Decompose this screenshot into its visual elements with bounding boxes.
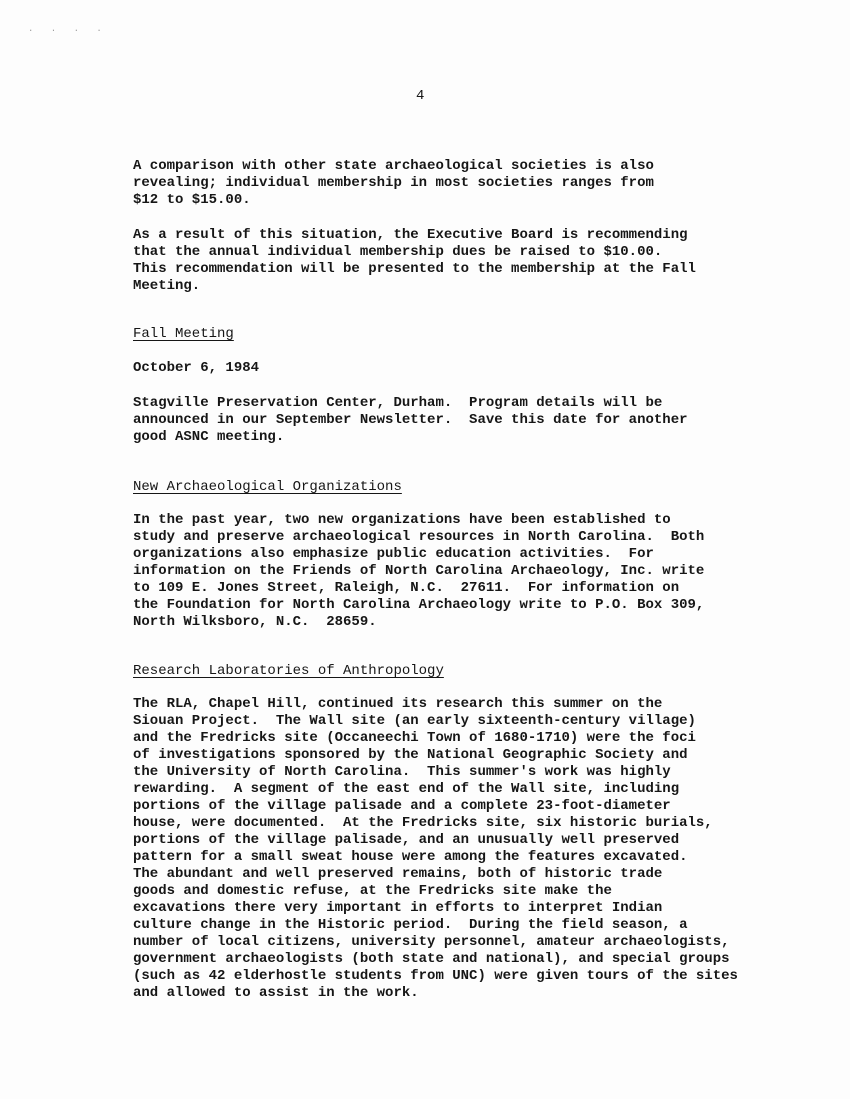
research-laboratories-paragraph-line: pattern for a small sweat house were among the features excavated. — [133, 849, 688, 865]
fall-meeting-details-paragraph-line: Stagville Preservation Center, Durham. Program details will be — [133, 395, 663, 411]
research-laboratories-paragraph-line: of investigations sponsored by the National Geographic Society and — [133, 747, 688, 763]
fall-meeting-heading: Fall Meeting — [133, 326, 234, 342]
dues-recommendation-paragraph-line: This recommendation will be presented to the membership at the Fall — [133, 261, 696, 277]
new-organizations-paragraph-line: the Foundation for North Carolina Archaeology write to P.O. Box 309, — [133, 597, 705, 613]
research-laboratories-paragraph-line: portions of the village palisade, and an unusually well preserved — [133, 832, 680, 848]
scan-specks: · · · · — [28, 26, 108, 36]
research-laboratories-paragraph-line: portions of the village palisade and a complete 23-foot-diameter — [133, 798, 671, 814]
research-laboratories-paragraph-line: government archaeologists (both state and national), and special groups — [133, 951, 730, 967]
membership-comparison-paragraph-line: A comparison with other state archaeological societies is also — [133, 158, 654, 174]
research-laboratories-paragraph-line: excavations there very important in efforts to interpret Indian — [133, 900, 663, 916]
new-organizations-paragraph-line: In the past year, two new organizations have been established to — [133, 512, 671, 528]
research-laboratories-paragraph-line: The RLA, Chapel Hill, continued its research this summer on the — [133, 696, 663, 712]
research-laboratories-paragraph-line: (such as 42 elderhostle students from UNC) were given tours of the sites — [133, 968, 738, 984]
fall-meeting-date: October 6, 1984 — [133, 360, 260, 376]
new-organizations-paragraph-line: study and preserve archaeological resources in North Carolina. Both — [133, 529, 705, 545]
research-laboratories-paragraph-line: goods and domestic refuse, at the Fredricks site make the — [133, 883, 612, 899]
dues-recommendation-paragraph-line: Meeting. — [133, 278, 201, 294]
research-laboratories-paragraph-line: the University of North Carolina. This summer's work was highly — [133, 764, 671, 780]
research-laboratories-paragraph-line: and allowed to assist in the work. — [133, 985, 419, 1001]
new-organizations-paragraph-line: organizations also emphasize public education activities. For — [133, 546, 654, 562]
research-laboratories-paragraph-line: culture change in the Historic period. During the field season, a — [133, 917, 688, 933]
research-laboratories-paragraph-line: The abundant and well preserved remains, both of historic trade — [133, 866, 663, 882]
page-number: 4 — [416, 88, 425, 104]
fall-meeting-details-paragraph-line: announced in our September Newsletter. Save this date for another — [133, 412, 688, 428]
dues-recommendation-paragraph-line: that the annual individual membership dues be raised to $10.00. — [133, 244, 663, 260]
research-laboratories-paragraph-line: number of local citizens, university personnel, amateur archaeologists, — [133, 934, 730, 950]
dues-recommendation-paragraph-line: As a result of this situation, the Executive Board is recommending — [133, 227, 688, 243]
new-organizations-paragraph-line: North Wilksboro, N.C. 28659. — [133, 614, 377, 630]
new-organizations-heading: New Archaeological Organizations — [133, 479, 402, 495]
fall-meeting-details-paragraph-line: good ASNC meeting. — [133, 429, 285, 445]
research-laboratories-paragraph-line: Siouan Project. The Wall site (an early sixteenth-century village) — [133, 713, 696, 729]
new-organizations-paragraph-line: information on the Friends of North Carolina Archaeology, Inc. write — [133, 563, 705, 579]
new-organizations-paragraph-line: to 109 E. Jones Street, Raleigh, N.C. 27611. For information on — [133, 580, 680, 596]
membership-comparison-paragraph-line: revealing; individual membership in most societies ranges from — [133, 175, 654, 191]
research-laboratories-paragraph-line: and the Fredricks site (Occaneechi Town of 1680-1710) were the foci — [133, 730, 696, 746]
research-laboratories-paragraph-line: house, were documented. At the Fredricks site, six historic burials, — [133, 815, 713, 831]
research-laboratories-heading: Research Laboratories of Anthropology — [133, 663, 444, 679]
research-laboratories-paragraph-line: rewarding. A segment of the east end of the Wall site, including — [133, 781, 680, 797]
membership-comparison-paragraph-line: $12 to $15.00. — [133, 192, 251, 208]
